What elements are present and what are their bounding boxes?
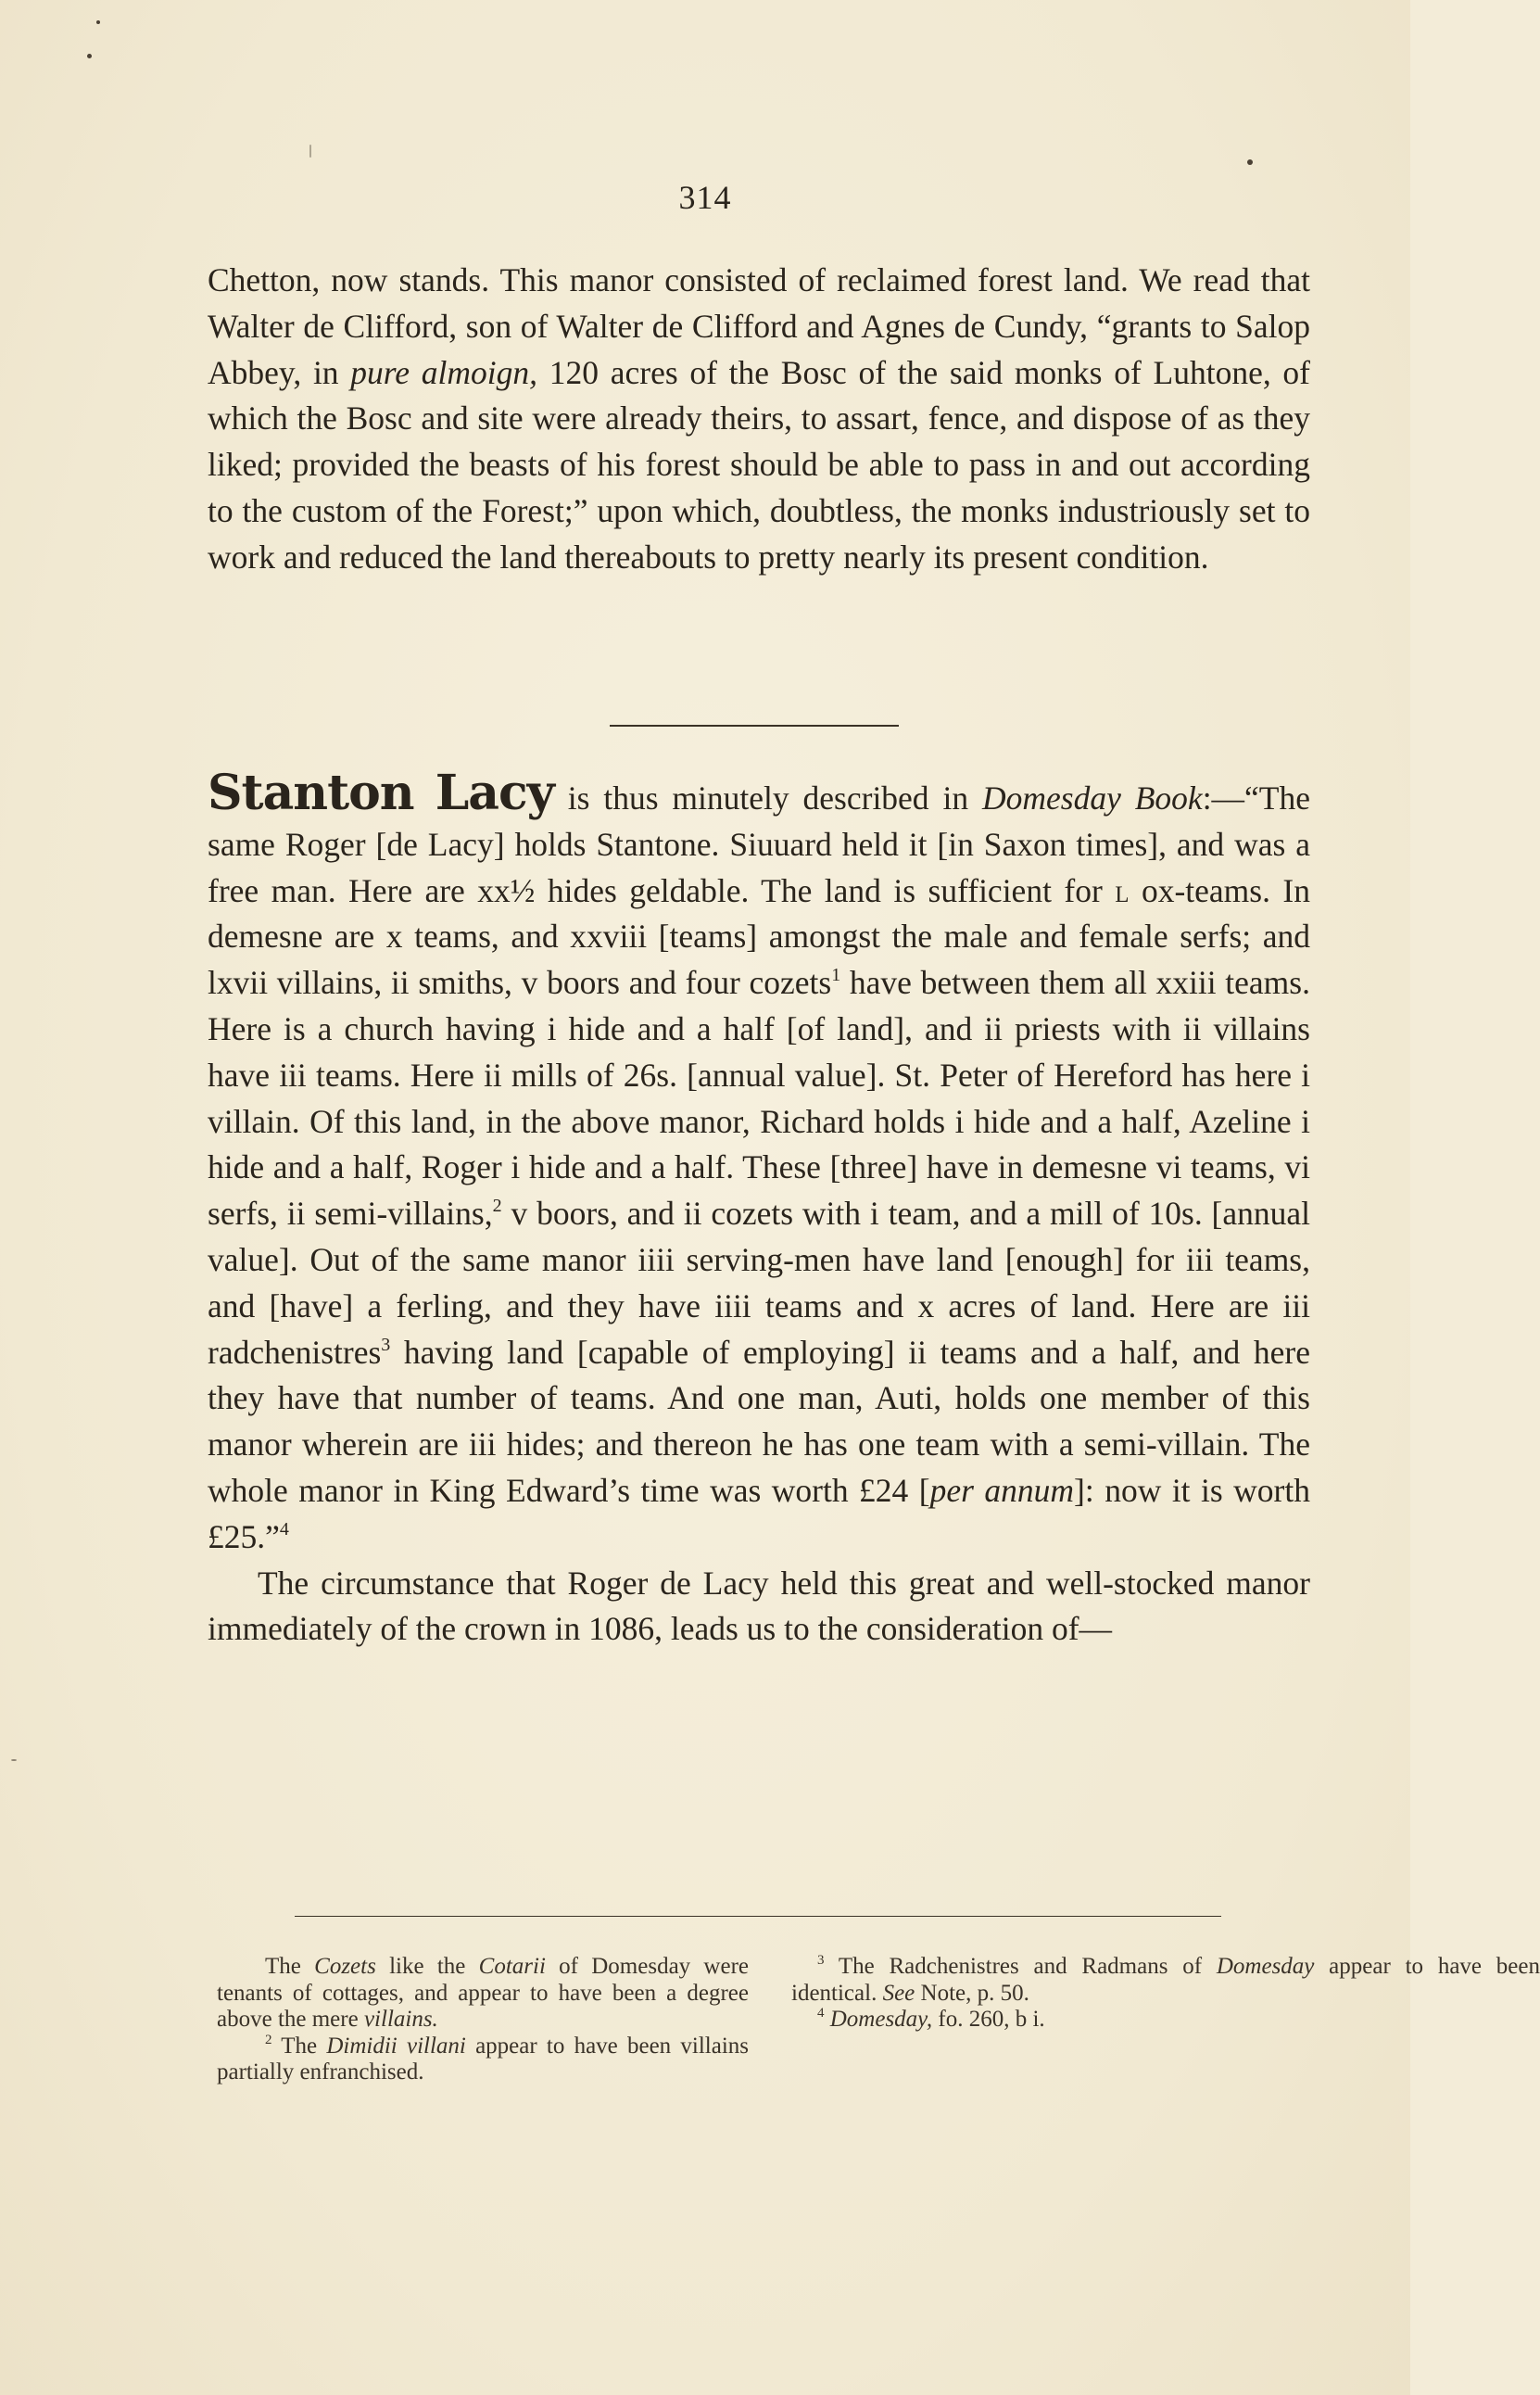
footnote-marker: 2	[492, 1196, 502, 1217]
text-run: fo. 260, b i.	[932, 2007, 1045, 2032]
footnote-4	[791, 2007, 1540, 2034]
paper-speck	[309, 145, 311, 158]
footnote-divider	[295, 1916, 1221, 1917]
page-number: 314	[678, 179, 732, 216]
paper-speck	[11, 1759, 17, 1761]
text-run: Note, p. 50.	[915, 1980, 1029, 2006]
footnote-marker: 4	[817, 2006, 825, 2021]
italic-run: Domesday Book	[981, 779, 1203, 817]
text-run: of Domesday were tenants of cottages, and appear to have been a degree above the mere	[217, 1954, 750, 2032]
section-chetton-text	[208, 258, 1310, 581]
text-run: :—“The same Roger [de Lacy] holds Stantone. Siuuard held it [in Saxon times], and was a free man. Here are xx½ hides geldable. The land is sufficient for	[208, 779, 1310, 909]
text-run: Chetton, now stands. This manor consisted of reclaimed forest land. We read that Walter de Clifford, son of Walter de Clifford and Agnes de Cundy, “grants to Salop Abbey, in	[208, 261, 1310, 391]
paper-speck	[1247, 159, 1253, 165]
text-run: having land [capable of employing] ii teams and a half, and here they have that number of teams. And one man, Auti, holds one member of this manor wherein are iii hides; and thereon he has one team with a semi-villain. The whole manor in King Edward’s time was worth £24 [	[208, 1333, 1310, 1509]
text-run: ]: now it is worth £25.”	[208, 1471, 1310, 1555]
text-run: v boors, and ii cozets with i team, and a mill of 10s. [annual value]. Out of the same manor iiii serving-men have land [enough] for iii teams, and [have] a ferling, and they have iiii teams and x acres of land. Here are iii radchenistres	[208, 1195, 1310, 1371]
footnote-marker: 2	[265, 2032, 272, 2047]
italic-run: Domesday	[1216, 1954, 1315, 1979]
footnotes-right-column	[791, 1954, 1540, 2034]
footnotes-left-column	[217, 1954, 749, 2086]
text-run: The Radchenistres and Radmans of	[824, 1954, 1217, 1979]
section-stanton-lacy-text	[208, 765, 1310, 1653]
small-caps-run: l	[1115, 871, 1130, 909]
paragraph-circumstance	[208, 1561, 1310, 1654]
text-run: appear to have been villains partially enfranchised.	[217, 2033, 749, 2085]
italic-run: See	[882, 1980, 915, 2006]
text-run: like the	[375, 1954, 479, 1979]
text-run: ox-teams. In demesne are x teams, and xxviii [teams] amongst the male and female serfs; and lxvii villains, ii smiths, v boors and four cozets	[208, 871, 1310, 1002]
paper-speck	[96, 20, 100, 24]
text-run: The	[265, 1954, 315, 1979]
footnote-marker: 3	[817, 1953, 825, 1968]
footnote-marker: 1	[831, 965, 841, 986]
text-run: appear to have been identical.	[791, 1954, 1540, 2006]
paragraph-domesday-description	[208, 765, 1310, 1561]
footnote-marker: 3	[381, 1334, 391, 1355]
italic-run: Cotarii	[478, 1954, 546, 1979]
italic-run: pure almoign,	[350, 353, 538, 391]
text-run: have between them all xxiii teams. Here is a church having i hide and a half [of land], and ii priests with ii villains have iii teams. Here ii mills of 26s. [annual value]. St. Peter of Hereford has here i villain. Of this land, in the above manor, Richard holds i hide and a half, Azeline i hide and a half, Roger i hide and a half. These [three] have in demesne vi teams, vi serfs, ii semi-villains,	[208, 964, 1310, 1233]
paragraph-chetton	[208, 258, 1310, 581]
footnote-3	[791, 1954, 1540, 2007]
footnote-2	[217, 2034, 749, 2086]
paper-speck	[87, 54, 92, 58]
text-run: The	[271, 2033, 327, 2059]
italic-run: Domesday,	[829, 2007, 933, 2032]
footnote-1	[217, 1954, 749, 2034]
italic-run: Dimidii villani	[326, 2033, 466, 2059]
text-run: 120 acres of the Bosc of the said monks of Luhtone, of which the Bosc and site were already theirs, to assart, fence, and dispose of as they liked; provided the beasts of his forest should be able to pass in and out according to the custom of the Forest;” upon which, doubtless, the monks industriously set to work and reduced the land thereabouts to pretty nearly its present condition.	[208, 353, 1311, 576]
italic-run: Cozets	[314, 1954, 376, 1979]
footnote-marker: 4	[279, 1518, 289, 1540]
section-divider	[610, 725, 899, 727]
text-run: The circumstance that Roger de Lacy held this great and well-stocked manor immediately of the crown in 1086, leads us to the consideration of—	[208, 1564, 1310, 1648]
italic-run: per annum	[929, 1471, 1075, 1509]
section-heading-blackletter: Stanton Lacy	[208, 765, 554, 821]
text-run: is thus minutely described in	[553, 779, 982, 817]
italic-run: villains.	[363, 2007, 438, 2032]
